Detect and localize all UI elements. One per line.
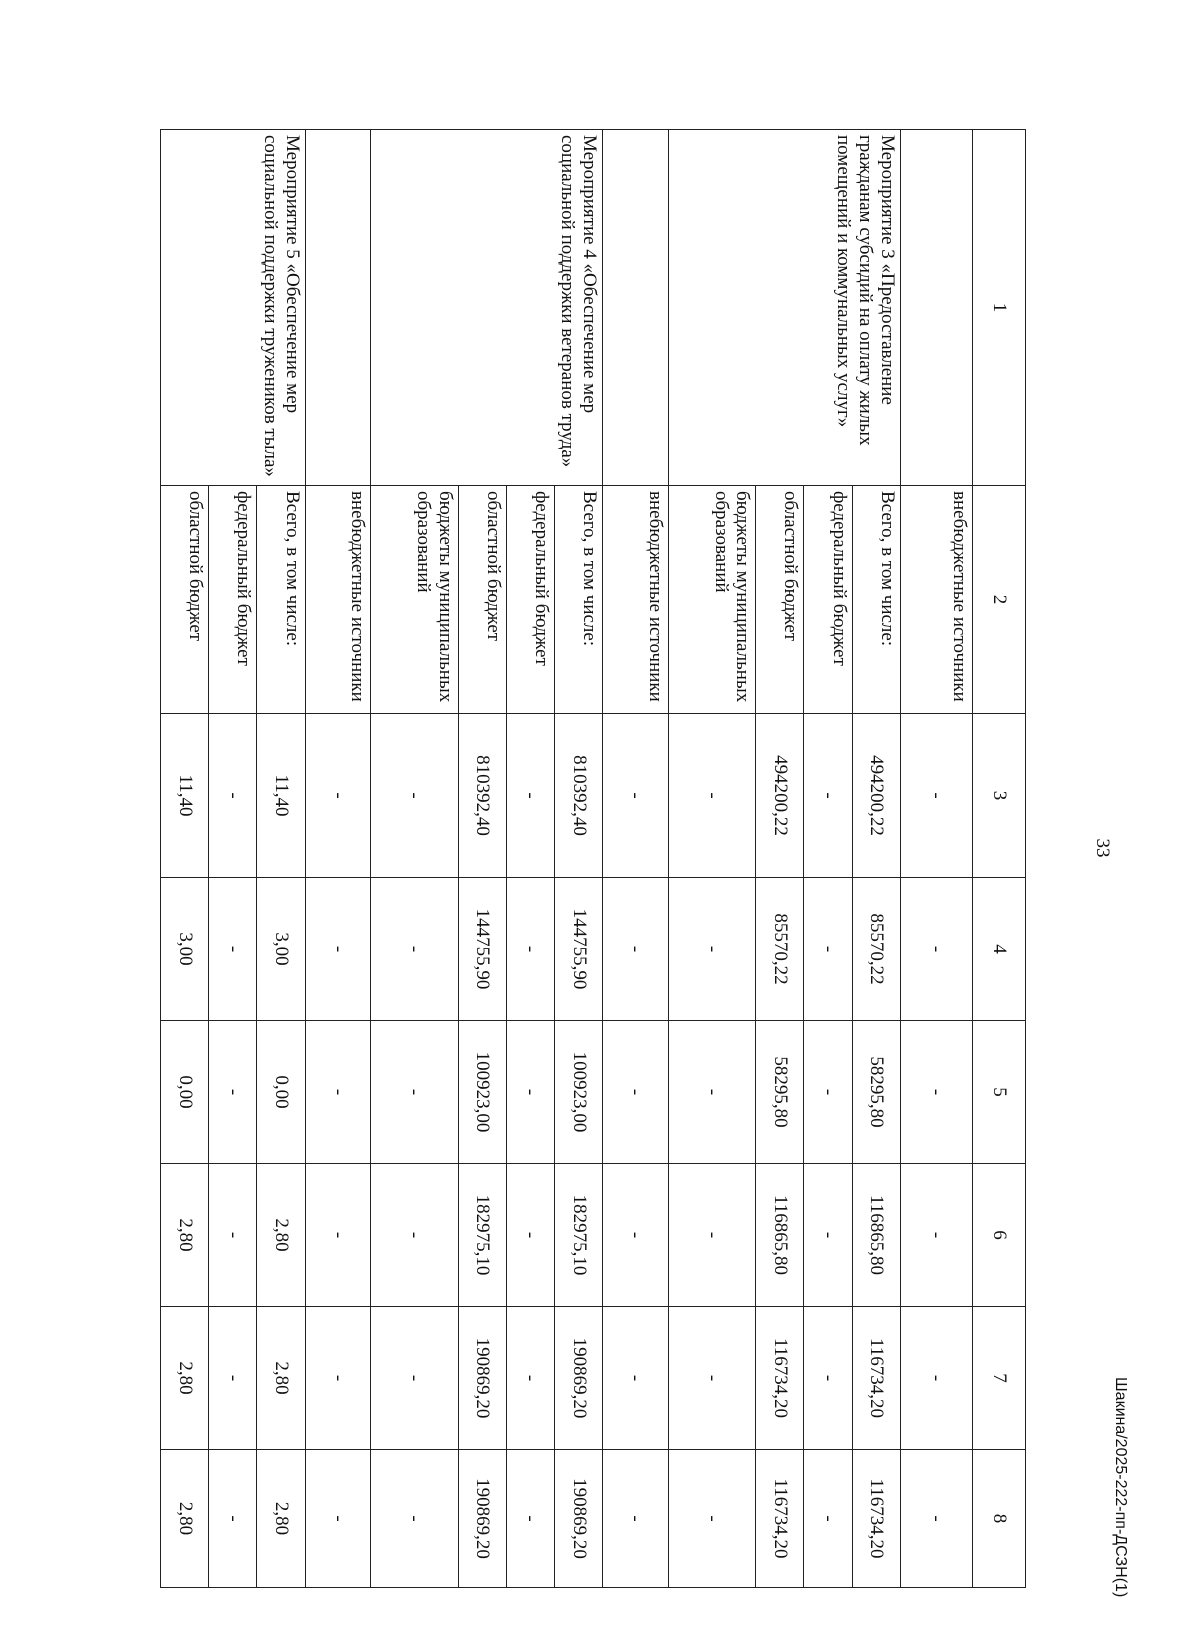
- column-header: 4: [973, 878, 1026, 1021]
- value-cell: 144755,90: [555, 878, 603, 1021]
- value-cell: 116734,20: [852, 1450, 900, 1588]
- source-cell: областной бюджет: [458, 486, 506, 714]
- source-cell: областной бюджет: [756, 486, 804, 714]
- source-cell: внебюджетные источники: [603, 486, 669, 714]
- value-cell: -: [900, 1164, 972, 1307]
- value-cell: -: [371, 1164, 459, 1307]
- source-cell: Всего, в том числе:: [852, 486, 900, 714]
- value-cell: 190869,20: [555, 1307, 603, 1450]
- value-cell: 182975,10: [555, 1164, 603, 1307]
- value-cell: -: [603, 1450, 669, 1588]
- value-cell: -: [506, 1307, 554, 1450]
- value-cell: -: [305, 1021, 371, 1164]
- value-cell: -: [804, 1164, 852, 1307]
- value-cell: -: [209, 714, 257, 878]
- column-header: 1: [973, 130, 1026, 486]
- value-cell: -: [804, 1021, 852, 1164]
- value-cell: -: [804, 878, 852, 1021]
- column-header: 6: [973, 1164, 1026, 1307]
- value-cell: 100923,00: [555, 1021, 603, 1164]
- value-cell: 810392,40: [555, 714, 603, 878]
- value-cell: -: [900, 878, 972, 1021]
- value-cell: 85570,22: [852, 878, 900, 1021]
- value-cell: 494200,22: [852, 714, 900, 878]
- value-cell: -: [305, 1164, 371, 1307]
- value-cell: -: [371, 714, 459, 878]
- value-cell: 116734,20: [852, 1307, 900, 1450]
- value-cell: 0,00: [257, 1021, 305, 1164]
- value-cell: -: [506, 1021, 554, 1164]
- value-cell: -: [209, 1164, 257, 1307]
- value-cell: -: [209, 1450, 257, 1588]
- value-cell: 190869,20: [555, 1450, 603, 1588]
- value-cell: -: [668, 1450, 756, 1588]
- value-cell: 58295,80: [852, 1021, 900, 1164]
- document-id-footer: Шакина/2025-222-пп-ДСЗН(1): [1112, 1377, 1129, 1598]
- value-cell: 810392,40: [458, 714, 506, 878]
- value-cell: 100923,00: [458, 1021, 506, 1164]
- value-cell: -: [305, 878, 371, 1021]
- column-header: 3: [973, 714, 1026, 878]
- value-cell: -: [371, 1021, 459, 1164]
- table-row: [257, 130, 305, 1588]
- value-cell: 190869,20: [458, 1450, 506, 1588]
- value-cell: 116734,20: [756, 1307, 804, 1450]
- value-cell: 2,80: [257, 1450, 305, 1588]
- event-cell: [603, 130, 669, 486]
- value-cell: -: [371, 1450, 459, 1588]
- table-row: [603, 130, 669, 1588]
- source-cell: Всего, в том числе:: [555, 486, 603, 714]
- value-cell: -: [506, 1450, 554, 1588]
- value-cell: -: [305, 1307, 371, 1450]
- source-cell: внебюджетные источники: [305, 486, 371, 714]
- source-cell: областной бюджет: [161, 486, 209, 714]
- value-cell: 2,80: [257, 1164, 305, 1307]
- value-cell: -: [209, 878, 257, 1021]
- source-cell: федеральный бюджет: [209, 486, 257, 714]
- table-container: [160, 129, 1026, 1587]
- value-cell: 11,40: [161, 714, 209, 878]
- value-cell: 11,40: [257, 714, 305, 878]
- value-cell: -: [668, 1021, 756, 1164]
- value-cell: 494200,22: [756, 714, 804, 878]
- value-cell: -: [506, 1164, 554, 1307]
- value-cell: -: [305, 1450, 371, 1588]
- value-cell: -: [603, 1307, 669, 1450]
- column-header: 2: [973, 486, 1026, 714]
- value-cell: -: [603, 1164, 669, 1307]
- value-cell: 2,80: [161, 1307, 209, 1450]
- value-cell: -: [668, 714, 756, 878]
- source-cell: федеральный бюджет: [506, 486, 554, 714]
- value-cell: -: [603, 1021, 669, 1164]
- value-cell: -: [603, 878, 669, 1021]
- column-header: 7: [973, 1307, 1026, 1450]
- value-cell: -: [900, 1021, 972, 1164]
- event-cell: Мероприятие 4 «Обеспечение мер социальной поддержки ветеранов труда»: [371, 130, 603, 486]
- value-cell: -: [668, 1164, 756, 1307]
- source-cell: федеральный бюджет: [804, 486, 852, 714]
- value-cell: -: [506, 714, 554, 878]
- header-row: [973, 130, 1026, 1588]
- source-cell: бюджеты муниципальных образований: [668, 486, 756, 714]
- value-cell: -: [668, 1307, 756, 1450]
- value-cell: 116865,80: [756, 1164, 804, 1307]
- event-cell: Мероприятие 5 «Обеспечение мер социальной поддержки тружеников тыла»: [161, 130, 306, 486]
- value-cell: -: [506, 878, 554, 1021]
- table-row: [852, 130, 900, 1588]
- value-cell: 3,00: [257, 878, 305, 1021]
- value-cell: -: [804, 1307, 852, 1450]
- table-row: [900, 130, 972, 1588]
- value-cell: -: [371, 1307, 459, 1450]
- value-cell: -: [900, 1450, 972, 1588]
- source-cell: Всего, в том числе:: [257, 486, 305, 714]
- event-cell: [900, 130, 972, 486]
- source-cell: бюджеты муниципальных образований: [371, 486, 459, 714]
- value-cell: 58295,80: [756, 1021, 804, 1164]
- value-cell: -: [804, 714, 852, 878]
- value-cell: -: [900, 1307, 972, 1450]
- column-header: 8: [973, 1450, 1026, 1588]
- value-cell: 0,00: [161, 1021, 209, 1164]
- budget-table: [160, 129, 1026, 1588]
- value-cell: 2,80: [161, 1450, 209, 1588]
- value-cell: -: [209, 1021, 257, 1164]
- value-cell: 85570,22: [756, 878, 804, 1021]
- value-cell: -: [371, 878, 459, 1021]
- source-cell: внебюджетные источники: [900, 486, 972, 714]
- value-cell: 190869,20: [458, 1307, 506, 1450]
- table-row: [555, 130, 603, 1588]
- event-cell: [305, 130, 371, 486]
- value-cell: -: [804, 1450, 852, 1588]
- value-cell: 182975,10: [458, 1164, 506, 1307]
- page-number: 33: [1092, 838, 1113, 858]
- value-cell: -: [305, 714, 371, 878]
- event-cell: Мероприятие 3 «Предоставление гражданам субсидий на оплату жилых помещений и коммунальных услуг»: [668, 130, 900, 486]
- value-cell: 116865,80: [852, 1164, 900, 1307]
- value-cell: 3,00: [161, 878, 209, 1021]
- value-cell: 144755,90: [458, 878, 506, 1021]
- value-cell: -: [603, 714, 669, 878]
- value-cell: 2,80: [257, 1307, 305, 1450]
- value-cell: -: [209, 1307, 257, 1450]
- value-cell: 116734,20: [756, 1450, 804, 1588]
- value-cell: -: [900, 714, 972, 878]
- value-cell: 2,80: [161, 1164, 209, 1307]
- column-header: 5: [973, 1021, 1026, 1164]
- table-row: [305, 130, 371, 1588]
- value-cell: -: [668, 878, 756, 1021]
